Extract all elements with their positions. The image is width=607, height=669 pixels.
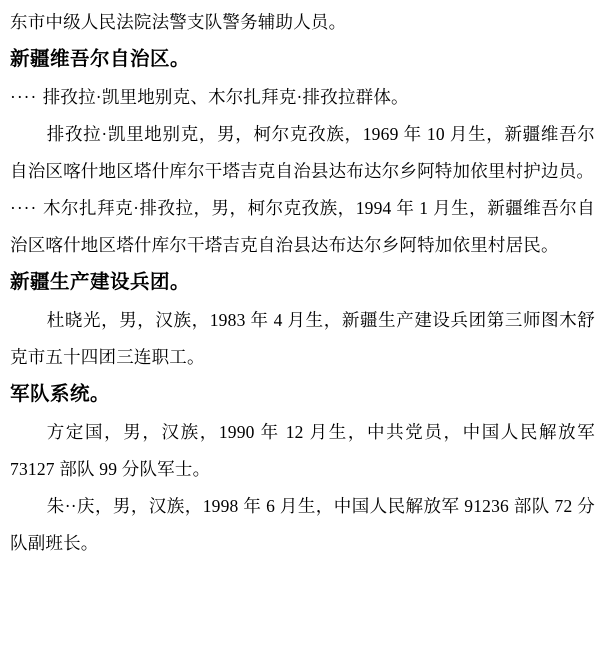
heading-junduixitong: 军队系统 。 bbox=[10, 376, 595, 414]
heading-xinjiang-uygur: 新疆维吾尔自治区 。 bbox=[10, 41, 595, 79]
heading-bingtuan: 新疆生产建设兵团 。 bbox=[10, 264, 595, 302]
paragraph-line-top: 东市中级人民法院法警支队警务辅助人员。 bbox=[10, 12, 347, 32]
paragraph-entry-fangdingguo: 方定国，男，汉族，1990 年 12 月生，中共党员，中国人民解放军 73127 部队 99 分队军士。 bbox=[10, 422, 595, 479]
paragraph-entry-zhuqing: 朱··庆，男，汉族，1998 年 6 月生，中国人民解放军 91236 部队 72 分队副班长。 bbox=[10, 496, 595, 553]
paragraph-entry-duxiaoguang: 杜晓光，男，汉族，1983 年 4 月生，新疆生产建设兵团第三师图木舒克市五十四团三连职工。 bbox=[10, 310, 595, 367]
paragraph-entry-paizila: 排孜拉·凯里地别克，男，柯尔克孜族，1969 年 10 月生，新疆维吾尔自治区喀什地区塔什库尔干塔吉克自治县达布达尔乡阿特加依里村护边员。 bbox=[10, 124, 595, 181]
paragraph-entry-group-title: ···· 排孜拉·凯里地别克、木尔扎拜克·排孜拉群体。 bbox=[10, 79, 595, 116]
paragraph-entry-muerzhabaike: ···· 木尔扎拜克·排孜拉，男，柯尔克孜族，1994 年 1 月生，新疆维吾尔自治区喀什地区塔什库尔干塔吉克自治县达布达尔乡阿特加依里村居民。 bbox=[10, 190, 595, 264]
